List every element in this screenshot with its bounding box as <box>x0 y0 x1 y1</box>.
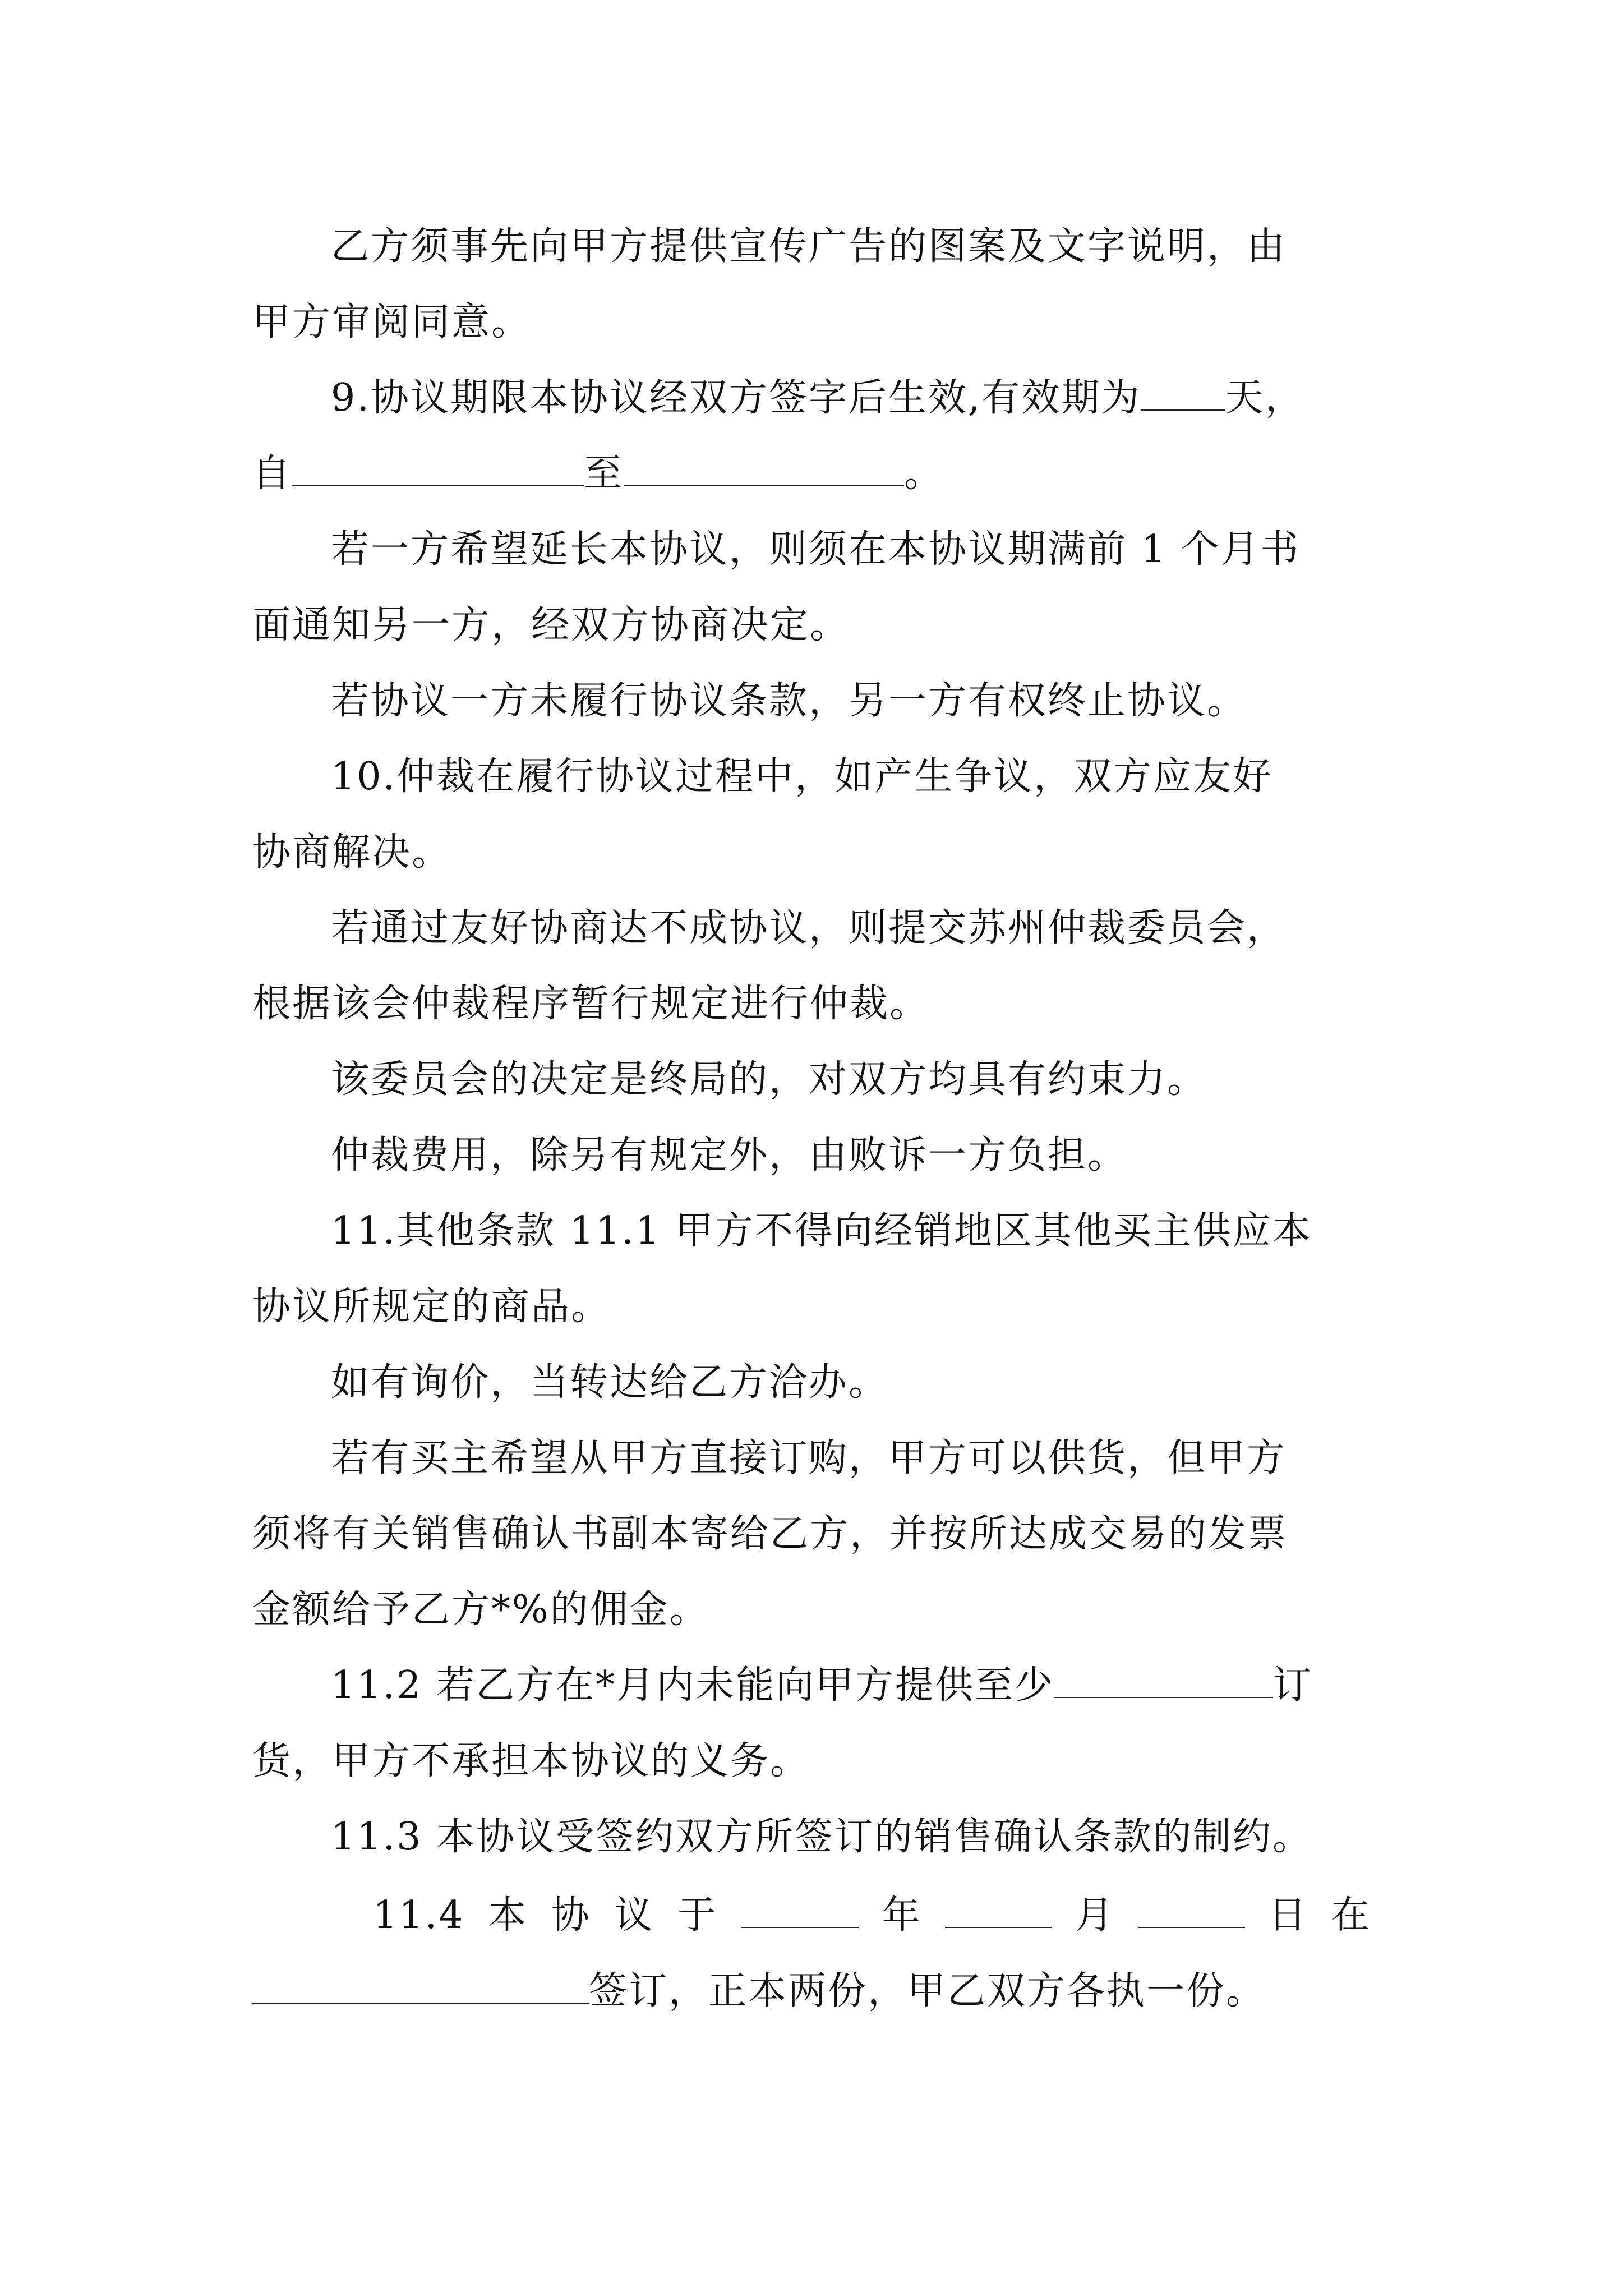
text: 协商解决。 <box>252 830 452 875</box>
paragraph-line <box>252 1279 611 1335</box>
text: 须将有关销售确认书副本寄给乙方，并按所达成交易的发票 <box>252 1512 1288 1556</box>
text: 签订，正本两份，甲乙双方各执一份。 <box>589 1969 1266 2013</box>
text: 该委员会的决定是终局的，对双方均具有约束力。 <box>331 1057 1207 1102</box>
text: 本 <box>488 1893 528 1938</box>
text: 若协议一方未履行协议条款，另一方有权终止协议。 <box>331 679 1247 723</box>
text: 至 <box>584 452 624 496</box>
paragraph-line <box>252 1582 709 1638</box>
paragraph-line <box>331 370 1305 426</box>
paragraph-line <box>331 1128 1127 1184</box>
text: 甲方审阅同意。 <box>252 300 532 344</box>
text: 货，甲方不承担本协议的义务。 <box>252 1739 810 1783</box>
paragraph-line <box>252 1506 1288 1562</box>
text: 日 <box>1268 1893 1308 1938</box>
text: 10.仲裁在履行协议过程中，如产生争议，双方应友好 <box>331 754 1273 799</box>
text: 如有询价，当转达给乙方洽办。 <box>331 1360 889 1405</box>
fill-blank <box>1138 1892 1245 1928</box>
text: 在 <box>1331 1893 1371 1938</box>
paragraph-line <box>252 446 944 502</box>
text: 若通过友好协商达不成协议，则提交苏州仲裁委员会， <box>331 906 1287 950</box>
paragraph-line <box>331 522 1301 578</box>
fill-blank <box>741 1892 859 1928</box>
paragraph-line <box>252 976 929 1032</box>
text: 协议所规定的商品。 <box>252 1285 611 1329</box>
text: 11.4 <box>373 1893 465 1938</box>
text: 乙方须事先向甲方提供宣传广告的图案及文字说明，由 <box>331 224 1287 269</box>
fill-blank <box>252 1968 589 2004</box>
paragraph-line <box>252 597 850 654</box>
paragraph-line <box>331 1052 1207 1108</box>
text: 若一方希望延长本协议，则须在本协议期满前 1 个月书 <box>331 527 1301 572</box>
text: 于 <box>677 1893 718 1938</box>
text: 11.3 本协议受签约双方所签订的销售确认条款的制约。 <box>331 1815 1313 1859</box>
fill-blank <box>1054 1662 1273 1698</box>
text: 若有买主希望从甲方直接订购，甲方可以供货，但甲方 <box>331 1436 1287 1480</box>
text: 9.协议期限本协议经双方签字后生效,有效期为 <box>331 376 1141 420</box>
paragraph-line <box>252 825 451 881</box>
paragraph-line <box>331 219 1287 275</box>
paragraph-line-spread <box>373 1888 1371 1944</box>
paragraph-line <box>331 1355 888 1411</box>
text: 根据该会仲裁程序暂行规定进行仲裁。 <box>252 982 930 1026</box>
paragraph-line <box>331 1203 1312 1259</box>
text: 11.其他条款 11.1 甲方不得向经销地区其他买主供应本 <box>331 1209 1312 1253</box>
text: 11.2 若乙方在*月内未能向甲方提供至少 <box>331 1663 1055 1708</box>
paragraph-line <box>252 1733 810 1789</box>
text: 月 <box>1075 1893 1115 1938</box>
text: 协 <box>551 1893 591 1938</box>
text: 。 <box>904 452 944 496</box>
text: 订 <box>1273 1663 1313 1708</box>
paragraph-line <box>331 1809 1312 1865</box>
text: 年 <box>882 1893 922 1938</box>
text: 天， <box>1225 376 1305 420</box>
text: 仲裁费用，除另有规定外，由败诉一方负担。 <box>331 1133 1128 1177</box>
paragraph-line <box>331 1658 1313 1714</box>
text: 金额给予乙方*%的佣金。 <box>252 1588 709 1632</box>
paragraph-line <box>252 1963 1266 2019</box>
paragraph-line <box>331 673 1247 729</box>
paragraph-line <box>331 1430 1287 1487</box>
paragraph-line <box>252 295 531 351</box>
text: 面通知另一方，经双方协商决定。 <box>252 603 850 647</box>
paragraph-line <box>331 900 1287 956</box>
text: 议 <box>614 1893 654 1938</box>
fill-blank <box>292 450 584 486</box>
fill-blank <box>1141 375 1225 411</box>
fill-blank <box>945 1892 1052 1928</box>
fill-blank <box>624 450 904 486</box>
text: 自 <box>252 452 293 496</box>
paragraph-line <box>331 749 1272 805</box>
